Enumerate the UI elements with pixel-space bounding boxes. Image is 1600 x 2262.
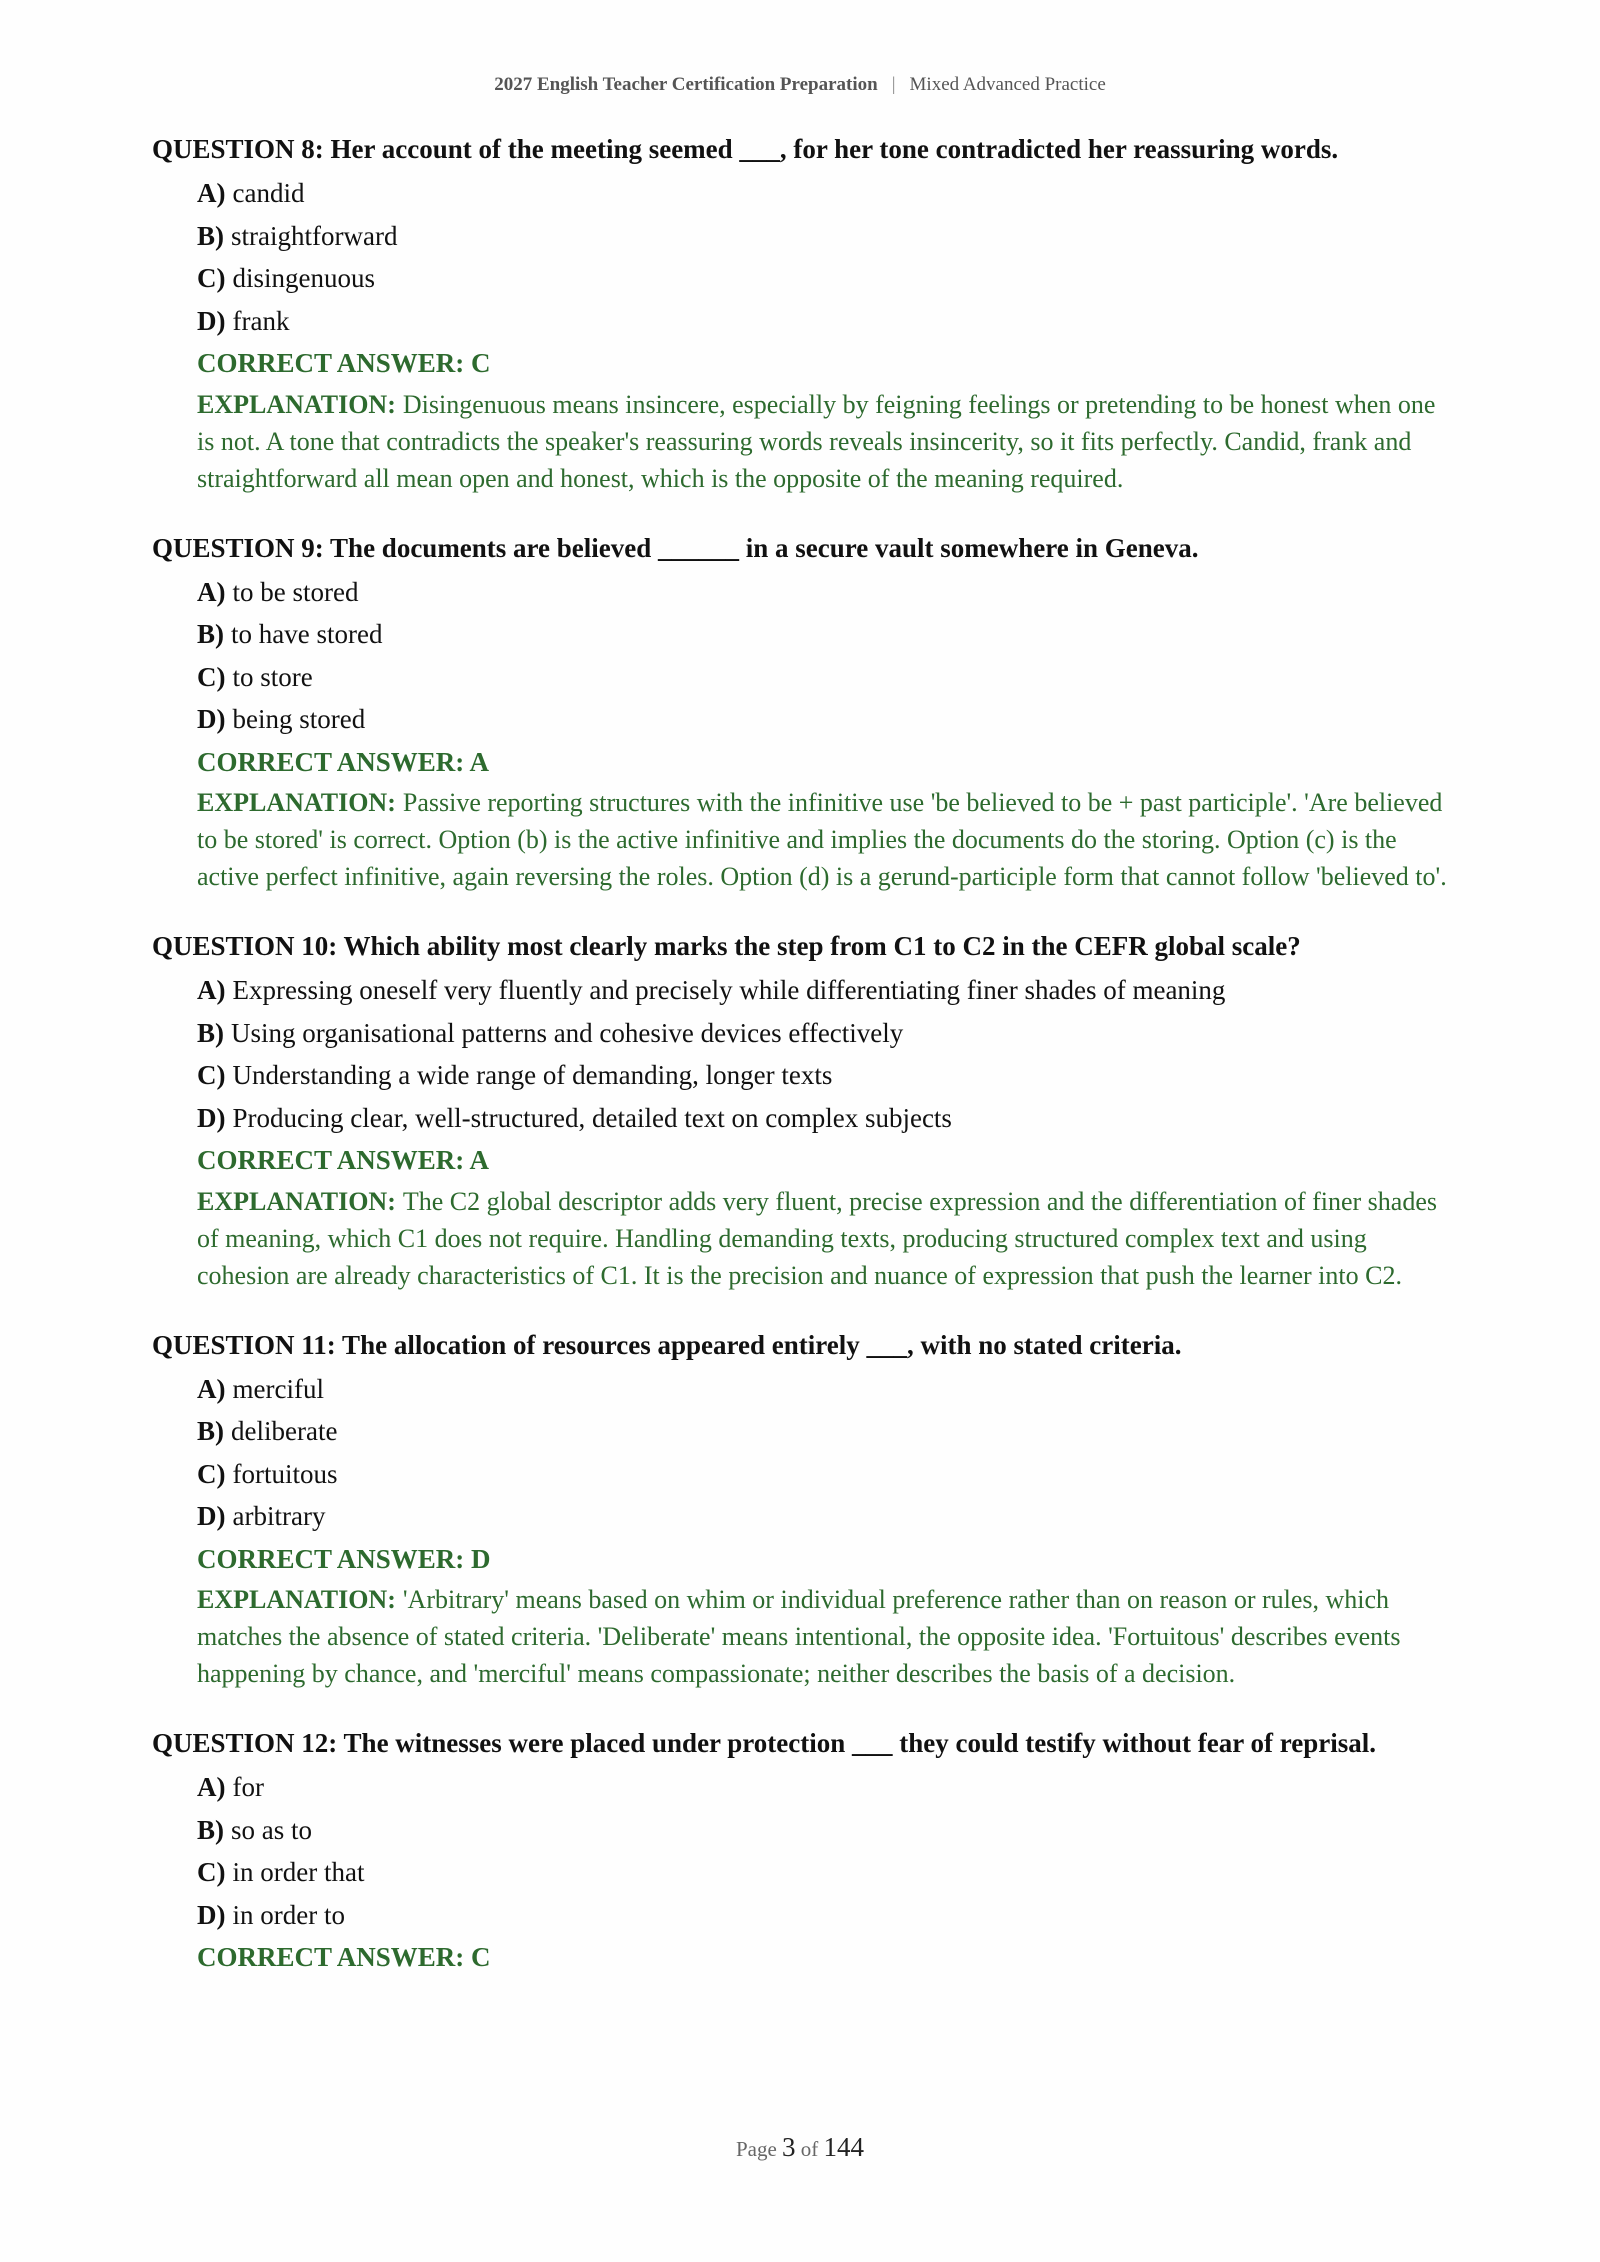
question-block [152, 1327, 1452, 1693]
answer-option [197, 215, 1452, 258]
option-text: candid [232, 178, 305, 208]
option-text: being stored [232, 704, 366, 734]
option-letter: D) [197, 305, 226, 336]
question-stem: QUESTION 8: Her account of the meeting seemed ___, for her tone contradicted her reassuring words. [152, 134, 1339, 164]
option-text: for [232, 1772, 264, 1802]
option-list [152, 1766, 1452, 1936]
option-letter: B) [197, 220, 224, 251]
option-letter: D) [197, 704, 226, 734]
answer-option [197, 613, 1452, 656]
answer-option [197, 1894, 1452, 1937]
option-letter: D) [197, 1102, 226, 1133]
explanation-text: The C2 global descriptor adds very fluent, precise expression and the differentiation of finer shades of meaning, which C1 does not require. Handling demanding texts, producing structured complex text and using cohesion are already characteristics of C1. It is the precision and nuance of expression that push the learner into C2. [197, 1186, 1437, 1290]
page-label: Page [735, 2137, 777, 2161]
option-letter: A) [197, 178, 226, 208]
explanation-label: EXPLANATION: [197, 1585, 396, 1614]
question-list [152, 131, 1452, 1979]
header-title: 2027 English Teacher Certification Preparation [494, 74, 878, 95]
option-text: Expressing oneself very fluently and precisely while differentiating finer shades of meaning [232, 975, 1226, 1005]
option-letter: A) [197, 1373, 226, 1404]
question-stem: QUESTION 9: The documents are believed ______ in a secure vault somewhere in Geneva. [152, 532, 1199, 563]
question-block [152, 131, 1452, 497]
option-text: fortuitous [232, 1458, 338, 1489]
option-letter: D) [197, 1501, 226, 1531]
option-text: frank [232, 305, 290, 336]
option-text: Using organisational patterns and cohesive devices effectively [231, 1017, 904, 1048]
correct-answer: CORRECT ANSWER: C [197, 348, 491, 378]
answer-option [197, 1097, 1452, 1140]
page-of-label: of [800, 2137, 819, 2161]
correct-answer: CORRECT ANSWER: A [197, 1145, 490, 1175]
option-list [152, 571, 1452, 741]
answer-option [197, 1453, 1452, 1496]
answer-option [197, 1054, 1452, 1097]
correct-answer: CORRECT ANSWER: C [197, 1942, 491, 1972]
option-text: in order that [232, 1857, 365, 1887]
correct-answer: CORRECT ANSWER: A [197, 746, 490, 777]
answer-option [197, 969, 1452, 1012]
answer-option [197, 1809, 1452, 1852]
answer-option [197, 698, 1452, 741]
answer-option [197, 1495, 1452, 1538]
option-letter: B) [197, 1416, 224, 1446]
question-block [152, 1725, 1452, 1979]
option-text: to store [232, 661, 313, 692]
question-block [152, 530, 1452, 896]
option-text: deliberate [231, 1416, 338, 1446]
answer-option [197, 1410, 1452, 1453]
option-letter: A) [197, 975, 226, 1005]
explanation-label: EXPLANATION: [197, 1186, 396, 1216]
explanation-label: EXPLANATION: [197, 389, 396, 419]
option-letter: B) [197, 619, 224, 649]
answer-option [197, 172, 1452, 215]
page-total: 144 [823, 2132, 865, 2162]
page-header [0, 74, 1600, 96]
header-separator: | [891, 74, 896, 95]
option-text: disingenuous [232, 263, 376, 293]
option-letter: C) [197, 1857, 226, 1887]
explanation [197, 1581, 1452, 1692]
explanation [197, 784, 1452, 895]
answer-option [197, 656, 1452, 699]
explanation-text: Passive reporting structures with the infinitive use 'be believed to be + past participle'. 'Are believed to be stored' is correct. Option (b) is the active infinitive and implies the documents do the storing. Option (c) is the active perfect infinitive, again reversing the roles. Option (d) is a gerund-participle form that cannot follow 'believed to'. [197, 788, 1447, 891]
question-stem: QUESTION 11: The allocation of resources appeared entirely ___, with no stated criteria. [152, 1329, 1182, 1360]
option-letter: A) [197, 1772, 226, 1802]
explanation-label: EXPLANATION: [197, 788, 396, 817]
option-letter: D) [197, 1899, 226, 1930]
explanation-text: 'Arbitrary' means based on whim or individual preference rather than on reason or rules, which matches the absence of stated criteria. 'Deliberate' means intentional, the opposite idea. 'Fortuitous' describes events happening by chance, and 'merciful' means compassionate; neither describes the basis of a decision. [197, 1585, 1401, 1688]
explanation-text: Disingenuous means insincere, especially by feigning feelings or pretending to be honest when one is not. A tone that contradicts the speaker's reassuring words reveals insincerity, so it fits perfectly. Candid, frank and straightforward all mean open and honest, which is the opposite of the meaning required. [197, 389, 1436, 493]
answer-option [197, 1766, 1452, 1809]
option-letter: C) [197, 263, 226, 293]
option-text: Producing clear, well-structured, detailed text on complex subjects [232, 1102, 952, 1133]
option-text: to be stored [232, 576, 359, 607]
answer-option [197, 1012, 1452, 1055]
answer-option [197, 257, 1452, 300]
answer-option [197, 1851, 1452, 1894]
answer-option [197, 300, 1452, 343]
option-text: so as to [231, 1814, 312, 1845]
explanation [197, 1183, 1452, 1294]
header-subtitle: Mixed Advanced Practice [909, 74, 1106, 95]
correct-answer: CORRECT ANSWER: D [197, 1543, 491, 1574]
option-text: merciful [232, 1373, 324, 1404]
option-text: arbitrary [232, 1501, 326, 1531]
option-list [152, 969, 1452, 1139]
option-list [152, 172, 1452, 342]
option-letter: A) [197, 576, 226, 607]
question-stem: QUESTION 10: Which ability most clearly marks the step from C1 to C2 in the CEFR global scale? [152, 931, 1301, 961]
option-text: Understanding a wide range of demanding, longer texts [232, 1060, 833, 1090]
option-text: straightforward [231, 220, 398, 251]
option-letter: C) [197, 661, 226, 692]
option-list [152, 1368, 1452, 1538]
option-text: in order to [232, 1899, 345, 1930]
option-letter: B) [197, 1814, 224, 1845]
option-letter: B) [197, 1017, 224, 1048]
option-text: to have stored [231, 619, 383, 649]
option-letter: C) [197, 1060, 226, 1090]
page-footer [0, 2132, 1600, 2163]
answer-option [197, 571, 1452, 614]
question-block [152, 928, 1452, 1294]
question-stem: QUESTION 12: The witnesses were placed under protection ___ they could testify without fear of reprisal. [152, 1728, 1376, 1758]
explanation [197, 386, 1452, 497]
answer-option [197, 1368, 1452, 1411]
option-letter: C) [197, 1458, 226, 1489]
page-number: 3 [782, 2132, 796, 2162]
